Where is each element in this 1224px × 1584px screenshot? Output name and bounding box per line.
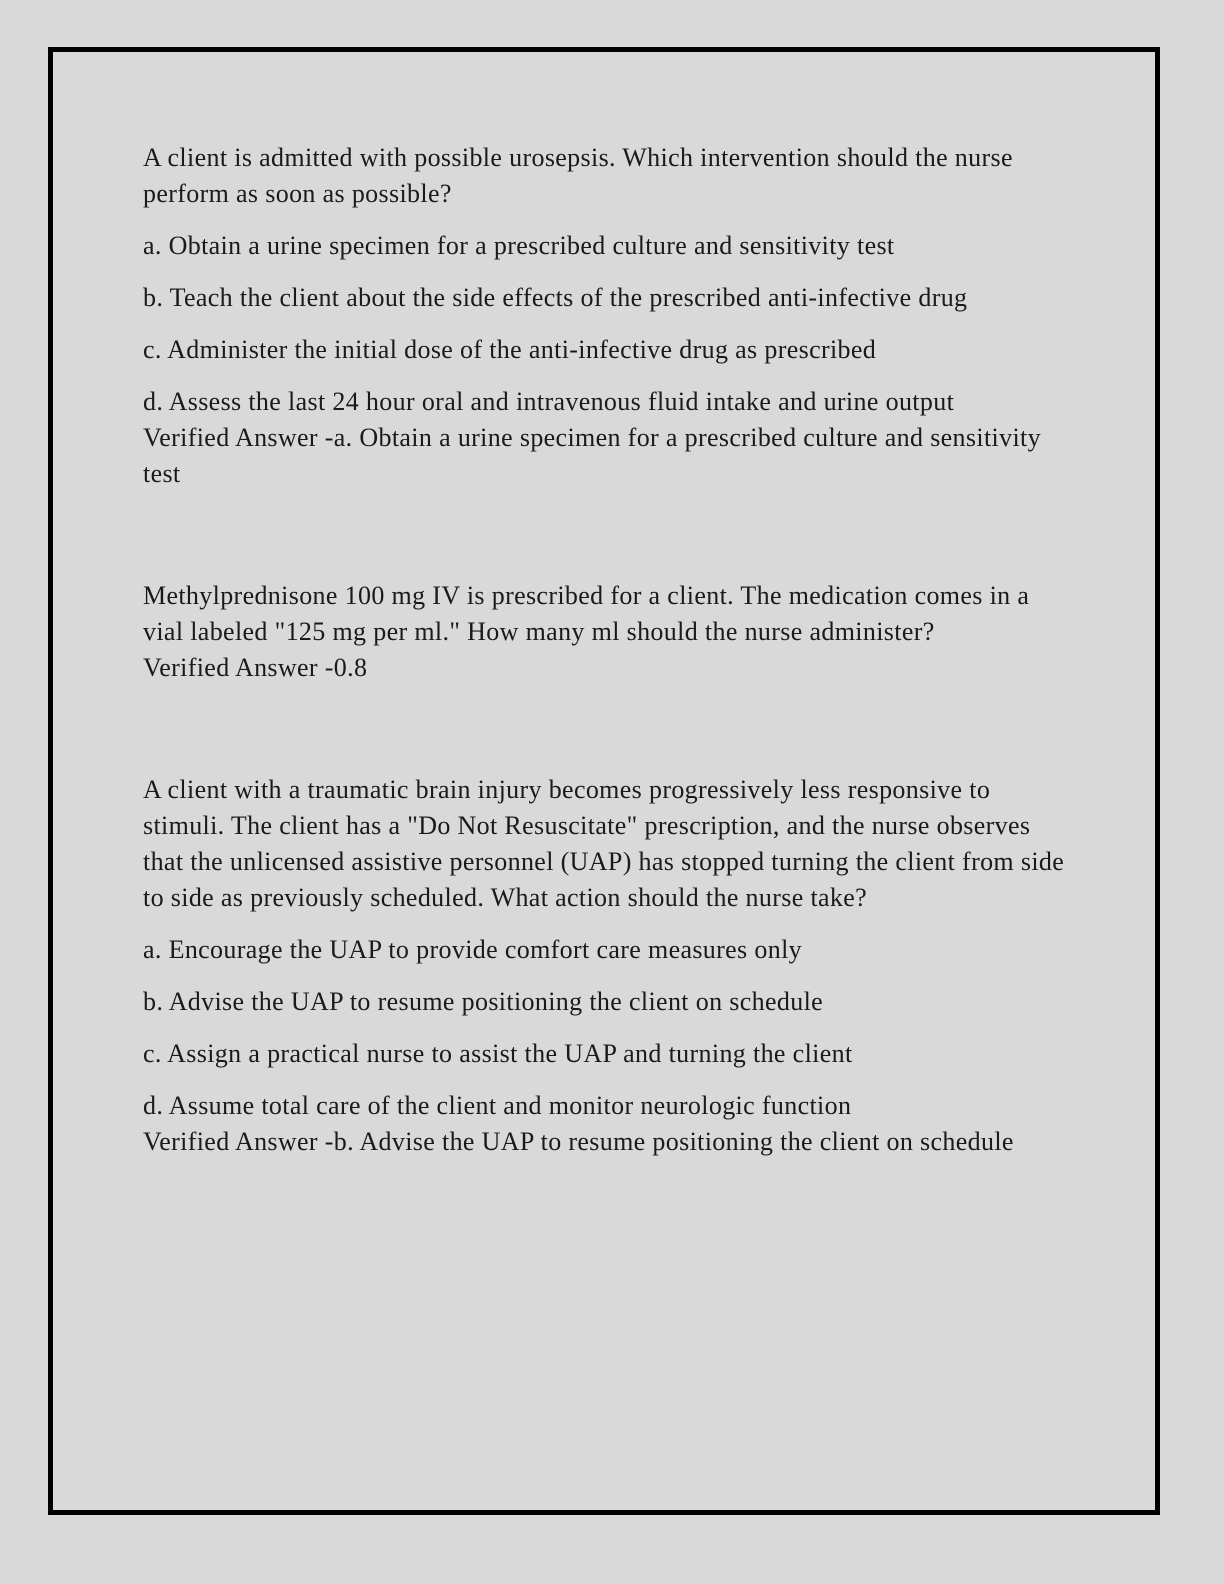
answer-option-a: a. Obtain a urine specimen for a prescribed culture and sensitivity test [143,231,895,260]
verified-answer: Verified Answer -b. Advise the UAP to resume positioning the client on schedule [143,1127,1014,1156]
answer-option-d: d. Assume total care of the client and monitor neurologic function [143,1091,852,1120]
document-content [143,140,1073,1160]
answer-option-b: b. Teach the client about the side effects of the prescribed anti-infective drug [143,283,968,312]
answer-option-c: c. Assign a practical nurse to assist the UAP and turning the client [143,1039,853,1068]
verified-answer: Verified Answer -0.8 [143,653,368,682]
question-text: A client with a traumatic brain injury becomes progressively less responsive to stimuli. The client has a "Do Not Resuscitate" prescription, and the nurse observes that the unlicensed assistive personnel (UAP) has stopped turning the client from side to side as previously scheduled. What action should the nurse take? [143,775,1065,912]
answer-option-a: a. Encourage the UAP to provide comfort care measures only [143,935,803,964]
answer-option-d: d. Assess the last 24 hour oral and intravenous fluid intake and urine output [143,387,955,416]
answer-option-c: c. Administer the initial dose of the anti-infective drug as prescribed [143,335,877,364]
question-block [143,578,1073,686]
question-text: Methylprednisone 100 mg IV is prescribed for a client. The medication comes in a vial labeled "125 mg per ml." How many ml should the nurse administer? [143,581,1030,646]
question-text: A client is admitted with possible urosepsis. Which intervention should the nurse perform as soon as possible? [143,143,1013,208]
answer-option-b: b. Advise the UAP to resume positioning the client on schedule [143,987,824,1016]
question-block [143,140,1073,492]
question-block [143,772,1073,1160]
verified-answer: Verified Answer -a. Obtain a urine specimen for a prescribed culture and sensitivity test [143,423,1041,488]
